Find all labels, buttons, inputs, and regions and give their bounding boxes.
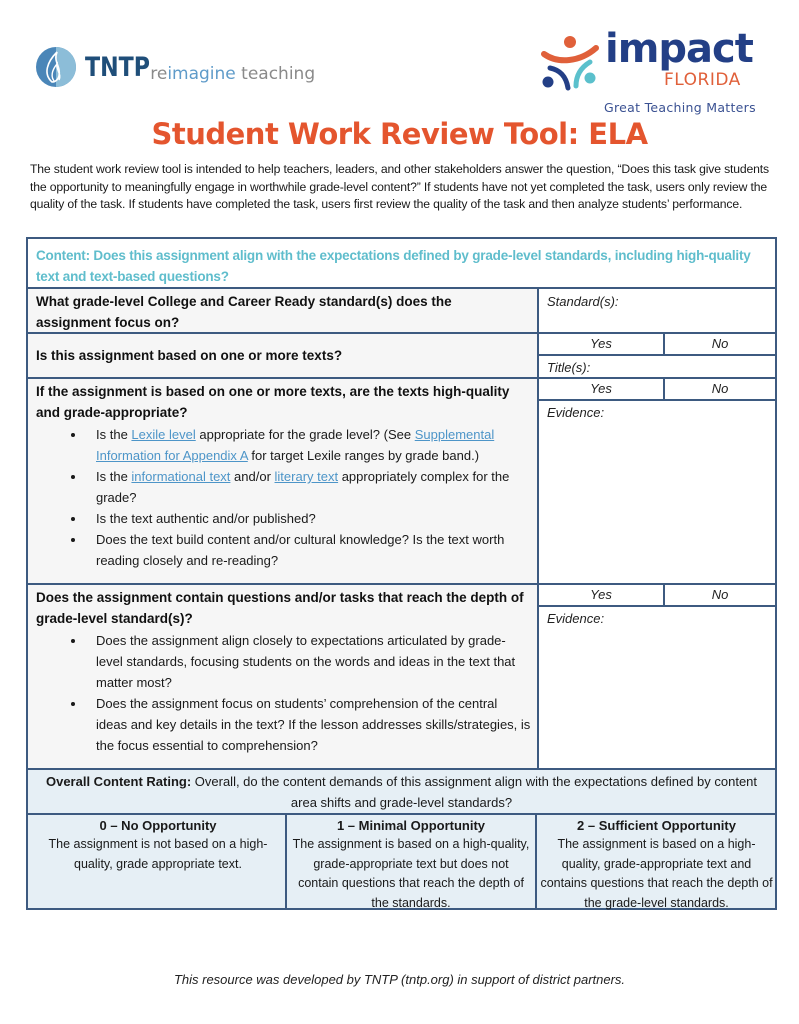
divider — [537, 287, 539, 768]
rating-1-description: The assignment is based on a high-quality, grade-appropriate text but does not contain questions that reach the depth of the standards. — [292, 837, 530, 910]
divider — [537, 605, 775, 607]
tntp-logo — [35, 42, 315, 92]
rating-2-description: The assignment is based on a high-quality, grade-appropriate text and contains questions that reach the depth of the grade-level standards. — [540, 837, 773, 910]
impact-florida-logo — [540, 26, 770, 120]
quality-evidence-label: Evidence: — [547, 405, 605, 420]
bullet-lexile: • Is the Lexile level appropriate for the grade level? (See Supplemental Information for Appendix A for target Lexile ranges by grade band.) — [86, 424, 531, 466]
rating-0-description: The assignment is not based on a high-quality, grade appropriate text. — [48, 837, 268, 871]
review-table — [26, 237, 777, 910]
bullet-alignment: • Does the assignment align closely to expectations articulated by grade-level standards, focusing students on the words and ideas in the text that matter most? — [86, 630, 531, 693]
texts-yes-option[interactable]: Yes — [590, 336, 612, 351]
impact-wordmark: impact — [605, 26, 753, 72]
question-depth-title: Does the assignment contain questions and/or tasks that reach the depth of grade-level standard(s)? — [36, 590, 524, 626]
intro-paragraph: The student work review tool is intended to help teachers, leaders, and other stakeholders answer the question, “Does this task give students the opportunity to meaningfully engage in worthwhile grade-level content?” If students have not yet completed the task, users only review the quality of the task. If students have completed the task, users first review the quality of the task and then analyze students’ performance. — [30, 162, 769, 212]
bullet-knowledge: • Does the text build content and/or cultural knowledge? Is the text worth reading closely and re-reading? — [86, 529, 531, 571]
rating-option-2[interactable] — [538, 817, 775, 910]
divider — [537, 399, 775, 401]
divider — [663, 377, 665, 400]
quality-evidence-input[interactable] — [539, 421, 775, 581]
literary-text-link[interactable]: literary text — [274, 469, 339, 484]
depth-no-option[interactable]: No — [711, 587, 729, 602]
depth-evidence-label: Evidence: — [547, 611, 605, 626]
lexile-level-link[interactable]: Lexile level — [131, 427, 196, 442]
divider — [663, 583, 665, 606]
question-text-quality — [36, 381, 531, 571]
divider — [537, 354, 775, 356]
divider — [535, 813, 537, 908]
question-text-quality-title: If the assignment is based on one or more texts, are the texts high-quality and grade-appropriate? — [36, 384, 510, 420]
divider — [285, 813, 287, 908]
divider — [28, 813, 775, 815]
standards-input[interactable] — [539, 309, 775, 331]
rating-2-title: 2 – Sufficient Opportunity — [577, 818, 736, 833]
bullet-authentic: • Is the text authentic and/or published? — [86, 508, 531, 529]
texts-no-option[interactable]: No — [711, 336, 729, 351]
informational-text-link[interactable]: informational text — [131, 469, 231, 484]
rating-option-0[interactable] — [32, 817, 284, 907]
impact-tagline: Great Teaching Matters — [604, 100, 756, 115]
impact-region: FLORIDA — [664, 70, 741, 90]
tntp-tagline: reimagine teaching — [150, 64, 316, 84]
divider — [663, 332, 665, 355]
people-figures-icon — [540, 34, 602, 94]
divider — [28, 768, 775, 770]
footer-note: This resource was developed by TNTP (tntp.org) in support of district partners. — [173, 972, 626, 987]
quality-no-option[interactable]: No — [711, 381, 729, 396]
flame-icon — [35, 46, 77, 88]
appendix-a-link[interactable]: Supplemental Information for Appendix A — [96, 427, 495, 463]
tntp-wordmark: TNTP — [85, 51, 150, 83]
rating-0-title: 0 – No Opportunity — [99, 818, 217, 833]
rating-1-title: 1 – Minimal Opportunity — [336, 818, 486, 833]
bullet-comprehension: • Does the assignment focus on students’ comprehension of the central ideas and key details in the text? If the lesson addresses skills/strategies, is the focus essential to comprehension? — [86, 693, 531, 756]
question-texts: Is this assignment based on one or more texts? — [36, 348, 343, 363]
bullet-complexity: • Is the informational text and/or literary text appropriately complex for the grade? — [86, 466, 531, 508]
depth-evidence-input[interactable] — [539, 627, 775, 765]
question-depth — [36, 587, 531, 756]
rating-option-1[interactable] — [288, 817, 534, 910]
text-quality-bullets — [36, 424, 531, 571]
overall-content-rating: Overall Content Rating: Overall, do the content demands of this assignment align with the expectations defined by content area shifts and grade-level standards? — [45, 774, 758, 810]
divider — [28, 287, 775, 289]
page-title: Student Work Review Tool: ELA — [151, 117, 648, 151]
question-standards: What grade-level College and Career Ready standard(s) does the assignment focus on? — [36, 294, 452, 330]
standards-label: Standard(s): — [547, 294, 619, 309]
depth-bullets — [36, 630, 531, 756]
depth-yes-option[interactable]: Yes — [590, 587, 612, 602]
titles-label: Title(s): — [547, 360, 591, 375]
content-section-header: Content: Does this assignment align with the expectations defined by grade-level standards, including high-quality text and text-based questions? — [36, 248, 751, 284]
quality-yes-option[interactable]: Yes — [590, 381, 612, 396]
